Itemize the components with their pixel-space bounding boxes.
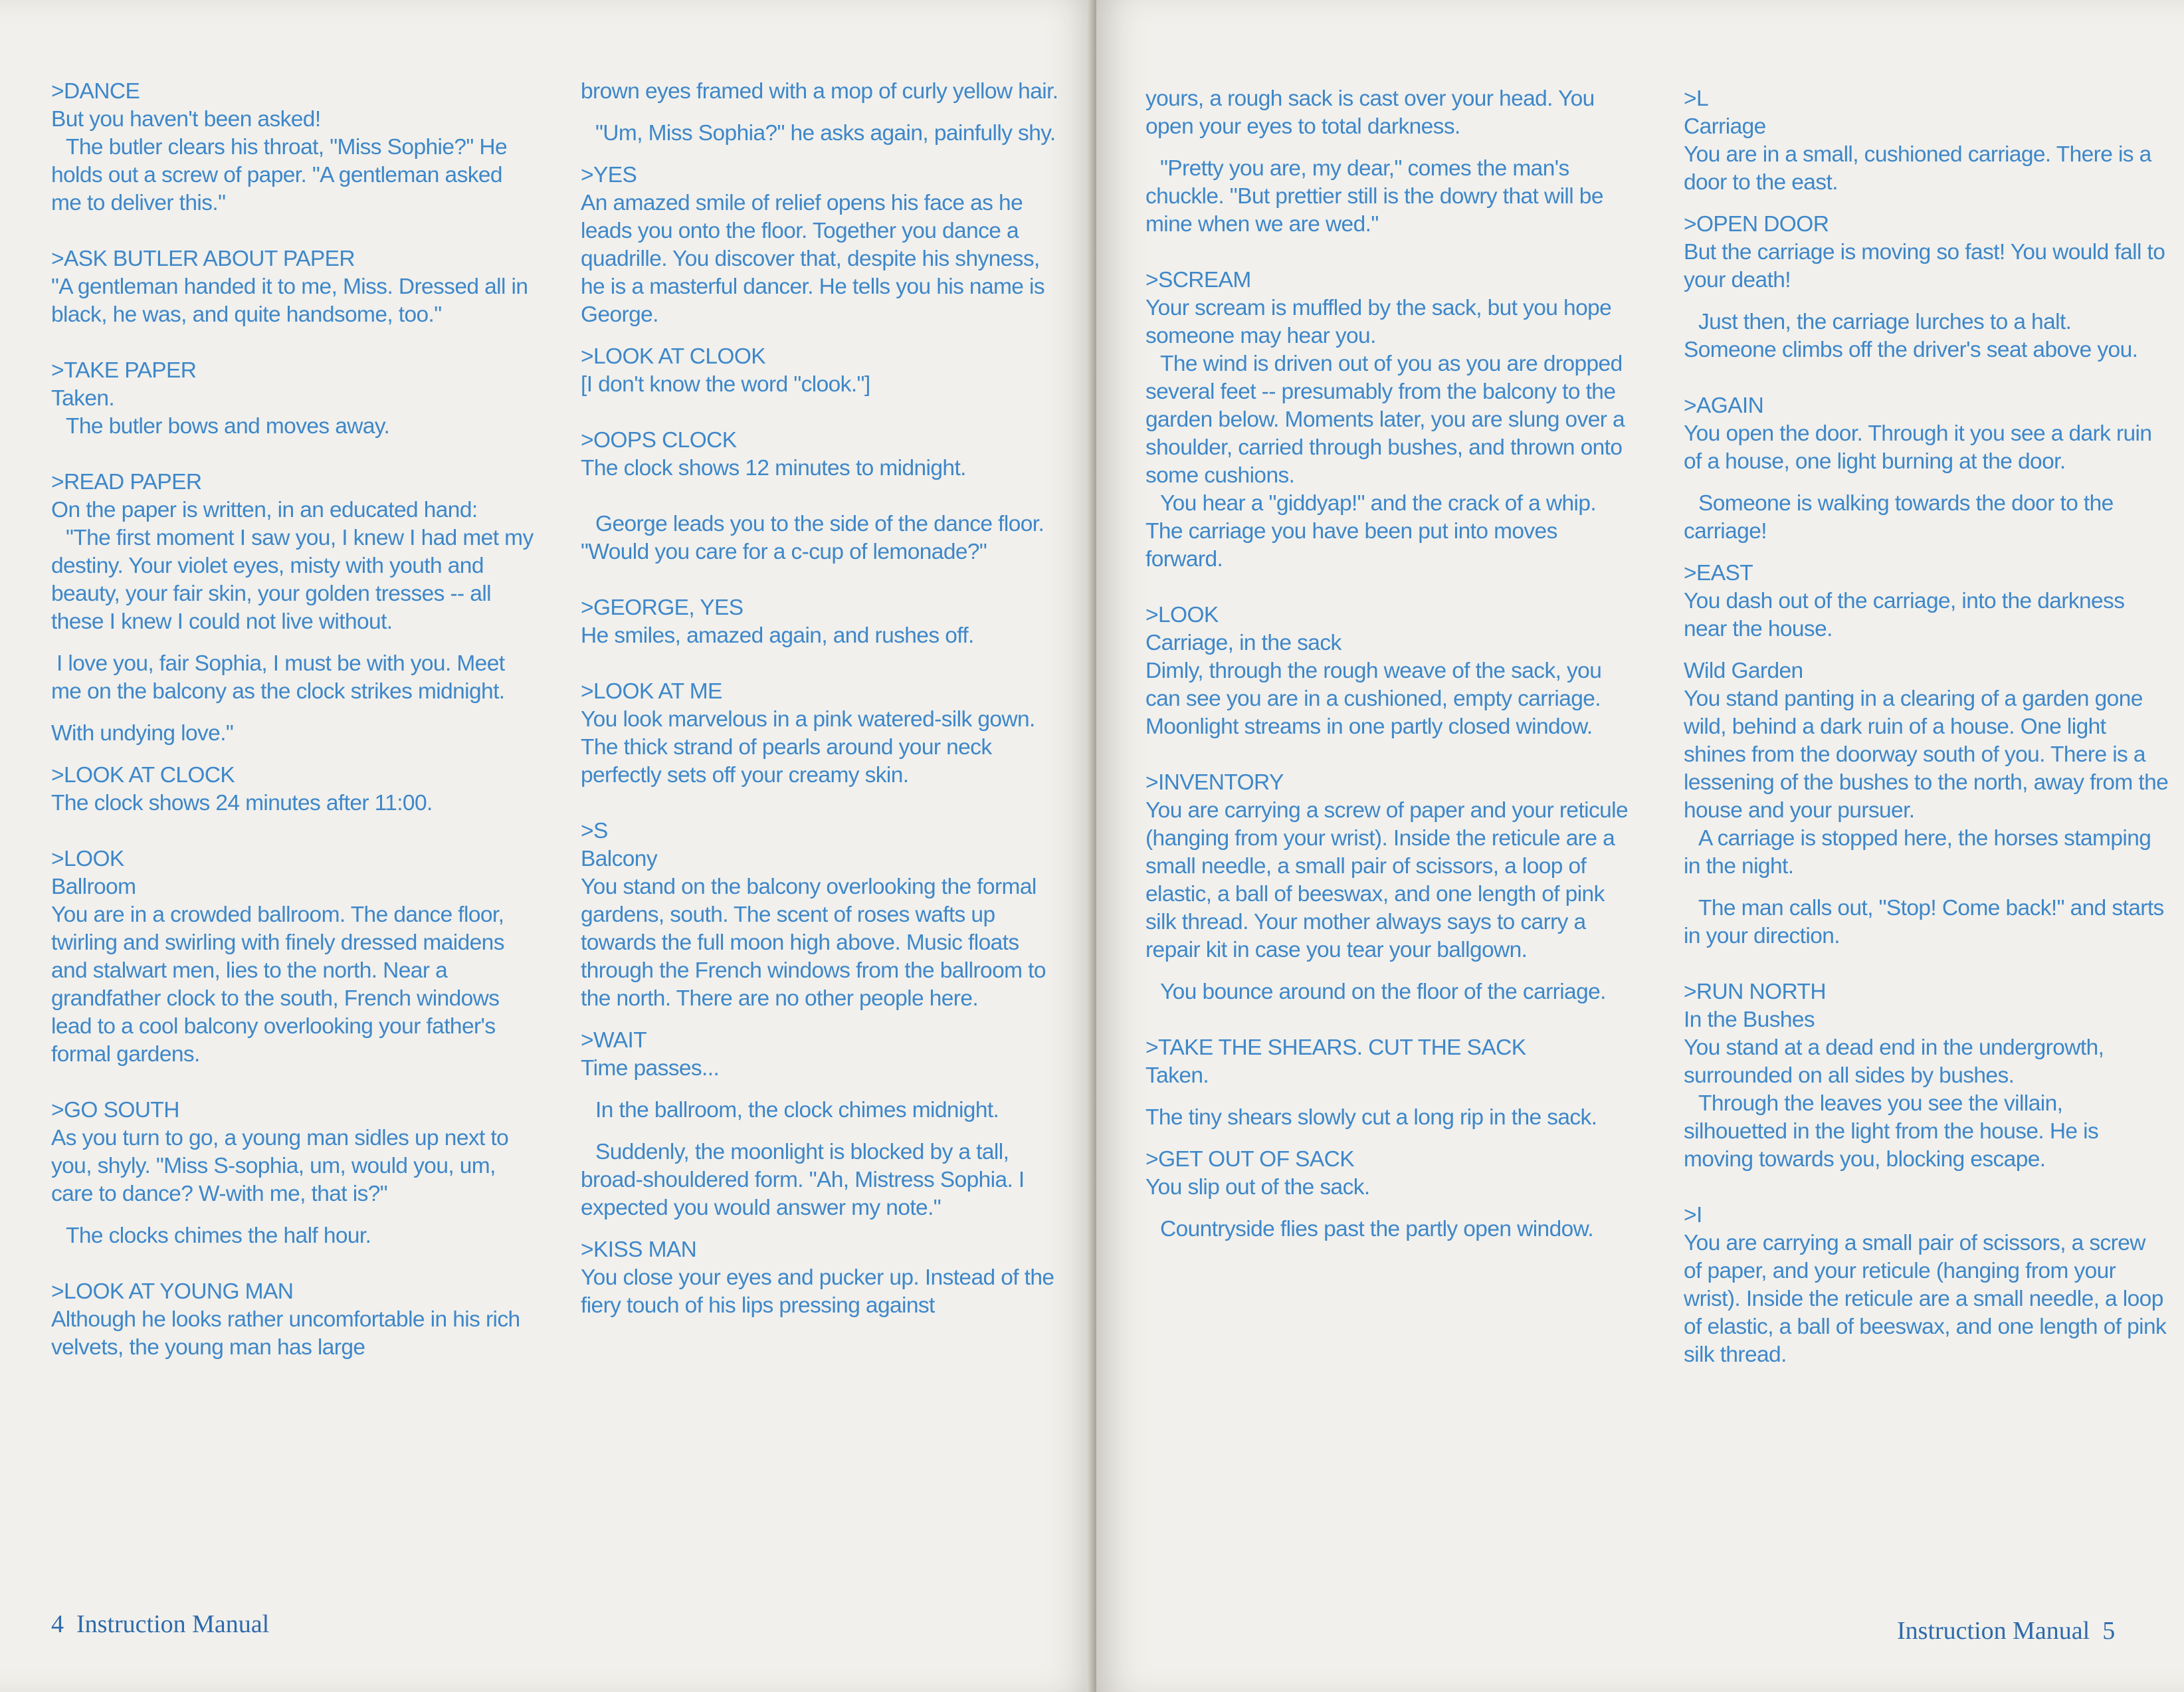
page-number: 5 <box>2102 1617 2116 1645</box>
response-text: Through the leaves you see the villain, silhouetted in the light from the house. He is moving towards you, blocking escape. <box>1684 1091 2099 1172</box>
letter-text: "The first moment I saw you, I knew I had met my destiny. Your violet eyes, misty with youth and beauty, your fair skin, your golden tresses -- all these I knew I could not live without. <box>51 526 534 634</box>
response-text: Your scream is muffled by the sack, but you hope someone may hear you. <box>1145 296 1612 348</box>
response-text: You stand at a dead end in the undergrowth, surrounded on all sides by bushes. <box>1684 1035 2104 1088</box>
command-line: >I <box>1684 1203 1702 1227</box>
room-title: Carriage <box>1684 114 1766 139</box>
response-text: You open the door. Through it you see a dark ruin of a house, one light burning at the door. <box>1684 421 2152 474</box>
response-text: Dimly, through the rough weave of the sack, you can see you are in a cushioned, empty carriage. Moonlight streams in one partly closed window. <box>1145 659 1602 739</box>
response-text: You slip out of the sack. <box>1145 1175 1370 1200</box>
response-text: The clock shows 12 minutes to midnight. <box>581 456 966 480</box>
response-text: "Pretty you are, my dear," comes the man's chuckle. "But prettier still is the dowry that will be mine when we are wed." <box>1145 156 1603 237</box>
response-text: He smiles, amazed again, and rushes off. <box>581 623 974 648</box>
right-page <box>1096 0 2184 1692</box>
command-line: >GO SOUTH <box>51 1098 179 1122</box>
response-text: Taken. <box>1145 1063 1209 1088</box>
response-text: A carriage is stopped here, the horses stamping in the night. <box>1684 826 2151 879</box>
response-text: The tiny shears slowly cut a long rip in the sack. <box>1145 1105 1597 1130</box>
right-column-1 <box>1145 85 1631 1257</box>
page-footer-title: Instruction Manual <box>76 1610 270 1638</box>
response-text: The butler clears his throat, "Miss Sophie?" He holds out a screw of paper. "A gentleman asked me to deliver this." <box>51 135 508 215</box>
command-line: >LOOK <box>51 847 124 871</box>
response-text: You close your eyes and pucker up. Instead of the fiery touch of his lips pressing against <box>581 1265 1054 1318</box>
response-text: Someone is walking towards the door to the carriage! <box>1684 491 2114 544</box>
response-text: Taken. <box>51 386 115 411</box>
response-text: [I don't know the word "clook."] <box>581 372 870 397</box>
command-line: >WAIT <box>581 1028 647 1053</box>
response-text: You dash out of the carriage, into the darkness near the house. <box>1684 589 2125 641</box>
response-text: You are in a crowded ballroom. The dance floor, twirling and swirling with finely dressed maidens and stalwart men, lies to the north. Near a grandfather clock to the south, French windows lead to a cool balcony overlooking your father's formal gardens. <box>51 902 504 1067</box>
command-line: >SCREAM <box>1145 268 1251 292</box>
room-title: In the Bushes <box>1684 1007 1815 1032</box>
room-title: Wild Garden <box>1684 659 1803 683</box>
letter-text: With undying love." <box>51 721 234 746</box>
command-line: >AGAIN <box>1684 393 1764 418</box>
right-column-2 <box>1684 85 2169 1369</box>
room-title: Carriage, in the sack <box>1145 631 1341 655</box>
response-text: You are carrying a screw of paper and your reticule (hanging from your wrist). Inside the reticule are a small needle, a small pair of scissors, a loop of elastic, a ball of beeswax, and one length of pink silk thread. Your mother always says to carry a repair kit in case you tear your ballgown. <box>1145 798 1629 962</box>
command-line: >OOPS CLOCK <box>581 428 737 453</box>
response-text: Countryside flies past the partly open window. <box>1160 1217 1594 1241</box>
command-line: >YES <box>581 163 637 187</box>
response-text: Time passes... <box>581 1056 720 1081</box>
response-text: You stand panting in a clearing of a garden gone wild, behind a dark ruin of a house. One light shines from the doorway south of you. There is a lessening of the bushes to the north, away from the house and your pursuer. <box>1684 687 2169 823</box>
room-title: Ballroom <box>51 875 136 899</box>
response-text: You stand on the balcony overlooking the formal gardens, south. The scent of roses wafts up towards the full moon high above. Music floats through the French windows from the ballroom to the north. There are no other people here. <box>581 875 1046 1011</box>
command-line: >RUN NORTH <box>1684 980 1826 1004</box>
response-text: The clocks chimes the half hour. <box>66 1223 371 1248</box>
command-line: >L <box>1684 86 1708 111</box>
command-line: >LOOK AT YOUNG MAN <box>51 1279 294 1304</box>
response-text: You look marvelous in a pink watered-silk gown. The thick strand of pearls around your neck perfectly sets off your creamy skin. <box>581 707 1035 788</box>
response-text: But the carriage is moving so fast! You would fall to your death! <box>1684 240 2165 292</box>
command-line: >TAKE THE SHEARS. CUT THE SACK <box>1145 1035 1526 1060</box>
response-text: The man calls out, "Stop! Come back!" and starts in your direction. <box>1684 896 2164 948</box>
command-line: >LOOK AT CLOCK <box>51 763 235 788</box>
page-footer-title: Instruction Manual <box>1897 1617 2090 1645</box>
response-text: Suddenly, the moonlight is blocked by a tall, broad-shouldered form. "Ah, Mistress Sophia. I expected you would answer my note." <box>581 1140 1025 1220</box>
response-text: Although he looks rather uncomfortable in his rich velvets, the young man has large <box>51 1307 520 1360</box>
response-text: On the paper is written, in an educated hand: <box>51 498 478 522</box>
response-text: Just then, the carriage lurches to a halt. Someone climbs off the driver's seat above you. <box>1684 310 2138 362</box>
response-text: The wind is driven out of you as you are dropped several feet -- presumably from the balcony to the garden below. Moments later, you are slung over a shoulder, carried through bushes, and thrown onto some cushions. <box>1145 352 1625 488</box>
command-line: >EAST <box>1684 561 1753 585</box>
command-line: >LOOK AT CLOOK <box>581 344 766 369</box>
command-line: >TAKE PAPER <box>51 358 197 383</box>
response-text: An amazed smile of relief opens his face as he leads you onto the floor. Together you dance a quadrille. You discover that, despite his shyness, he is a masterful dancer. He tells you his name is George. <box>581 191 1045 327</box>
response-text: You hear a "giddyap!" and the crack of a whip. The carriage you have been put into moves forward. <box>1145 491 1597 572</box>
command-line: >LOOK <box>1145 603 1219 627</box>
response-text: The butler bows and moves away. <box>66 414 390 439</box>
response-text: As you turn to go, a young man sidles up next to you, shyly. "Miss S-sophia, um, would you, um, care to dance? W-with me, that is?" <box>51 1126 509 1206</box>
command-line: >KISS MAN <box>581 1237 697 1262</box>
response-text: In the ballroom, the clock chimes midnight. <box>595 1098 999 1122</box>
response-text: The clock shows 24 minutes after 11:00. <box>51 791 433 815</box>
response-text: You bounce around on the floor of the carriage. <box>1160 980 1606 1004</box>
left-column-2 <box>581 78 1066 1320</box>
response-text: You are in a small, cushioned carriage. There is a door to the east. <box>1684 142 2151 195</box>
command-line: >DANCE <box>51 79 140 104</box>
command-line: >GEORGE, YES <box>581 595 744 620</box>
command-line: >READ PAPER <box>51 470 202 494</box>
letter-text: I love you, fair Sophia, I must be with you. Meet me on the balcony as the clock strikes midnight. <box>51 651 505 704</box>
response-text: "A gentleman handed it to me, Miss. Dressed all in black, he was, and quite handsome, too." <box>51 274 528 327</box>
response-text: You are carrying a small pair of scissors, a screw of paper, and your reticule (hanging from your wrist). Inside the reticule are a small needle, a loop of elastic, a ball of beeswax, and one length of pink silk thread. <box>1684 1231 2167 1367</box>
page-number: 4 <box>51 1610 64 1638</box>
response-text: "Um, Miss Sophia?" he asks again, painfully shy. <box>595 121 1056 146</box>
left-column-1 <box>51 78 536 1362</box>
command-line: >INVENTORY <box>1145 770 1284 795</box>
command-line: >S <box>581 819 608 843</box>
room-title: Balcony <box>581 847 657 871</box>
command-line: >ASK BUTLER ABOUT PAPER <box>51 247 355 271</box>
response-text: But you haven't been asked! <box>51 107 321 132</box>
command-line: >OPEN DOOR <box>1684 212 1829 237</box>
response-text: George leads you to the side of the dance floor. "Would you care for a c-cup of lemonade?" <box>581 512 1044 564</box>
response-text: yours, a rough sack is cast over your head. You open your eyes to total darkness. <box>1145 86 1595 139</box>
command-line: >GET OUT OF SACK <box>1145 1147 1354 1172</box>
response-text: brown eyes framed with a mop of curly yellow hair. <box>581 79 1058 104</box>
command-line: >LOOK AT ME <box>581 679 722 704</box>
right-page-footer <box>1897 1616 2115 1645</box>
left-page-footer <box>51 1610 269 1639</box>
